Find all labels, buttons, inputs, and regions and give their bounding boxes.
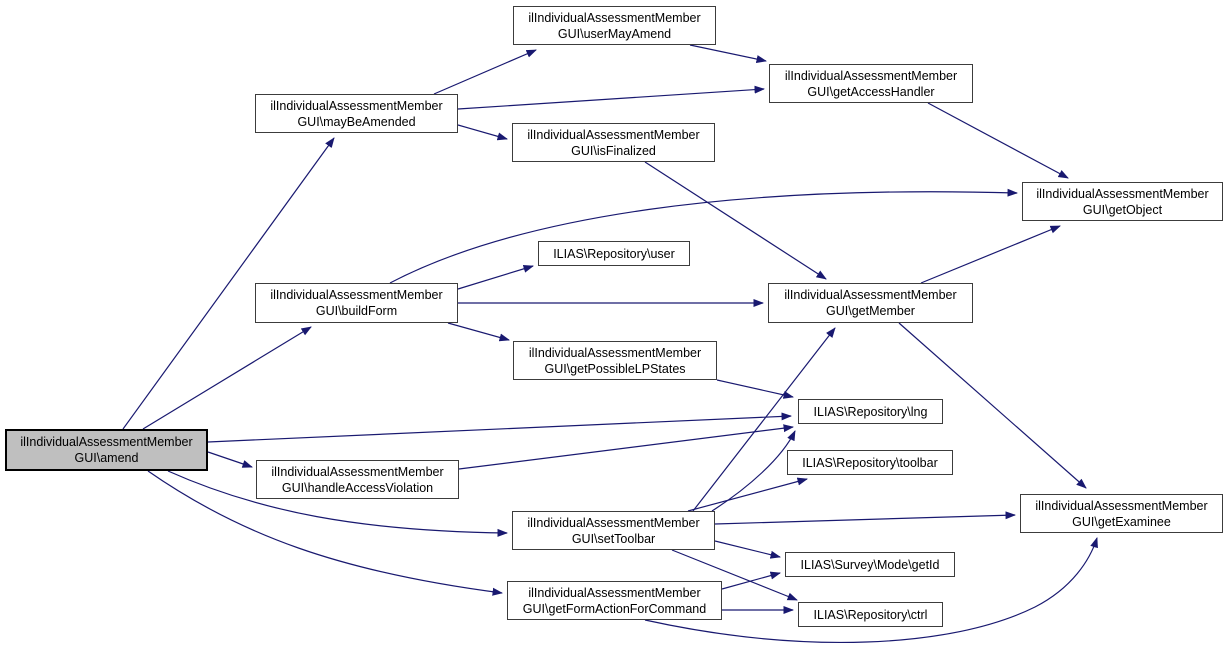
node-mayBeAmended[interactable]: ilIndividualAssessmentMember GUI\mayBeAmended <box>255 94 458 133</box>
edge-setToolbar-getExaminee <box>715 515 1015 524</box>
node-userMayAmend[interactable]: ilIndividualAssessmentMember GUI\userMayAmend <box>513 6 716 45</box>
edge-getMember-getObject <box>921 226 1060 283</box>
edge-mayBeAmended-getAccessHandler <box>458 89 764 109</box>
node-ilias-repository-ctrl[interactable]: ILIAS\Repository\ctrl <box>798 602 943 627</box>
node-handleAccessViolation[interactable]: ilIndividualAssessmentMember GUI\handleAccessViolation <box>256 460 459 499</box>
node-amend[interactable]: ilIndividualAssessmentMember GUI\amend <box>5 429 208 471</box>
node-isFinalized[interactable]: ilIndividualAssessmentMember GUI\isFinalized <box>512 123 715 162</box>
edge-getFormActionForCommand-getId <box>722 573 780 589</box>
node-ilias-repository-user[interactable]: ILIAS\Repository\user <box>538 241 690 266</box>
edge-getAccessHandler-getObject <box>928 103 1068 178</box>
edge-mayBeAmended-isFinalized <box>458 125 507 139</box>
node-getAccessHandler[interactable]: ilIndividualAssessmentMember GUI\getAccessHandler <box>769 64 973 103</box>
edge-amend-handleAccessViolation <box>208 452 252 467</box>
edge-handleAccessViolation-lng <box>459 427 793 469</box>
edge-userMayAmend-getAccessHandler <box>690 45 766 61</box>
node-getExaminee[interactable]: ilIndividualAssessmentMember GUI\getExaminee <box>1020 494 1223 533</box>
node-getObject[interactable]: ilIndividualAssessmentMember GUI\getObject <box>1022 182 1223 221</box>
edge-getPossibleLPStates-lng <box>717 380 793 397</box>
edge-buildForm-getObject <box>390 192 1017 283</box>
node-getMember[interactable]: ilIndividualAssessmentMember GUI\getMember <box>768 283 973 323</box>
node-ilias-repository-toolbar[interactable]: ILIAS\Repository\toolbar <box>787 450 953 475</box>
edge-amend-buildForm <box>143 327 311 429</box>
node-getPossibleLPStates[interactable]: ilIndividualAssessmentMember GUI\getPossibleLPStates <box>513 341 717 380</box>
edge-mayBeAmended-userMayAmend <box>434 50 536 94</box>
edge-buildForm-getPossibleLPStates <box>448 323 509 340</box>
edge-buildForm-user <box>458 266 533 289</box>
edge-setToolbar-getId <box>715 541 780 557</box>
node-setToolbar[interactable]: ilIndividualAssessmentMember GUI\setToolbar <box>512 511 715 550</box>
node-getFormActionForCommand[interactable]: ilIndividualAssessmentMember GUI\getFormActionForCommand <box>507 581 722 620</box>
node-buildForm[interactable]: ilIndividualAssessmentMember GUI\buildForm <box>255 283 458 323</box>
node-ilias-survey-mode-getId[interactable]: ILIAS\Survey\Mode\getId <box>785 552 955 577</box>
node-ilias-repository-lng[interactable]: ILIAS\Repository\lng <box>798 399 943 424</box>
